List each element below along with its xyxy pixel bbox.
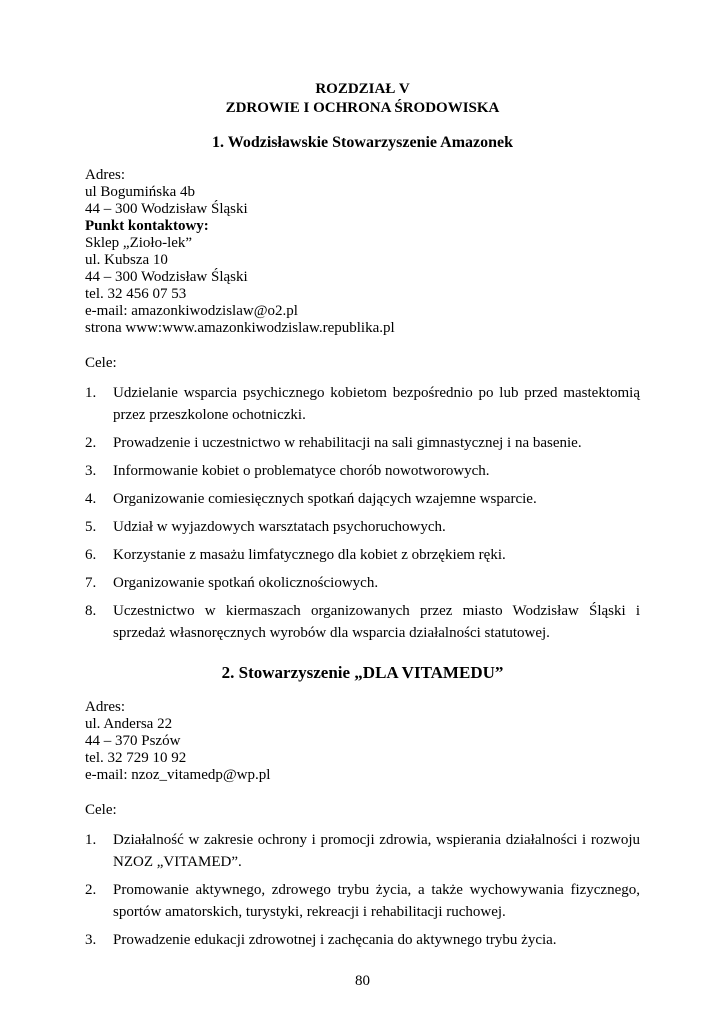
address-line: ul. Kubsza 10 [85, 252, 168, 268]
goal-number: 7. [85, 575, 97, 591]
goal-number: 5. [85, 519, 97, 535]
section-1-address [85, 167, 640, 337]
address-line: ul Bogumińska 4b [85, 184, 196, 200]
chapter-title-line2: ZDROWIE I OCHRONA ŚRODOWISKA [225, 100, 500, 116]
address-line-phone: tel. 32 729 10 92 [85, 750, 187, 766]
goal-number: 3. [85, 463, 97, 479]
goal-item [85, 432, 640, 454]
goal-text: Działalność w zakresie ochrony i promocji zdrowia, wspierania działalności i rozwoju NZOZ „VITAMED”. [113, 832, 640, 870]
goal-number: 1. [85, 832, 97, 848]
goal-item [85, 460, 640, 482]
section-2-address [85, 699, 640, 784]
goal-text: Informowanie kobiet o problematyce chorób nowotworowych. [113, 463, 490, 479]
goal-item [85, 600, 640, 644]
section-1-goals-list [85, 382, 640, 644]
goal-text: Organizowanie comiesięcznych spotkań dających wzajemne wsparcie. [113, 491, 537, 507]
goal-text: Organizowanie spotkań okolicznościowych. [113, 575, 379, 591]
goal-item [85, 929, 640, 951]
goal-text: Prowadzenie i uczestnictwo w rehabilitacji na sali gimnastycznej i na basenie. [113, 435, 582, 451]
goal-number: 3. [85, 932, 97, 948]
address-line-email: e-mail: amazonkiwodzislaw@o2.pl [85, 303, 298, 319]
goal-item [85, 382, 640, 426]
goal-number: 2. [85, 435, 97, 451]
page-number: 80 [355, 973, 370, 989]
address-line-phone: tel. 32 456 07 53 [85, 286, 187, 302]
goal-number: 6. [85, 547, 97, 563]
section-2-heading: 2. Stowarzyszenie „DLA VITAMEDU” [221, 663, 504, 682]
section-1-heading: 1. Wodzisławskie Stowarzyszenie Amazonek [211, 134, 514, 151]
address-line: Adres: [85, 167, 125, 183]
address-line: 44 – 300 Wodzisław Śląski [85, 201, 248, 217]
address-line: Sklep „Zioło-lek” [85, 235, 193, 251]
goal-number: 2. [85, 882, 97, 898]
address-line: 44 – 300 Wodzisław Śląski [85, 269, 248, 285]
chapter-title-line1: ROZDZIAŁ V [315, 81, 410, 97]
section-2-goals-label: Cele: [85, 802, 117, 818]
goal-item [85, 488, 640, 510]
goal-item [85, 572, 640, 594]
goal-number: 8. [85, 603, 97, 619]
goal-item [85, 879, 640, 923]
section-2-goals-list [85, 829, 640, 951]
goal-number: 4. [85, 491, 97, 507]
address-line: Adres: [85, 699, 125, 715]
address-line: ul. Andersa 22 [85, 716, 173, 732]
goal-text: Udział w wyjazdowych warsztatach psychoruchowych. [113, 519, 446, 535]
goal-item [85, 516, 640, 538]
section-1-goals-label: Cele: [85, 355, 117, 371]
goal-text: Promowanie aktywnego, zdrowego trybu życia, a także wychowywania fizycznego, sportów amatorskich, turystyki, rekreacji i rehabilitacji ruchowej. [113, 882, 640, 920]
goal-text: Korzystanie z masażu limfatycznego dla kobiet z obrzękiem ręki. [113, 547, 506, 563]
address-line-email: e-mail: nzoz_vitamedp@wp.pl [85, 767, 271, 783]
goal-number: 1. [85, 385, 97, 401]
goal-text: Udzielanie wsparcia psychicznego kobietom bezpośrednio po lub przed mastektomią przez przeszkolone ochotniczki. [113, 385, 640, 423]
address-line-website: strona www:www.amazonkiwodzislaw.republika.pl [85, 320, 395, 336]
goal-item [85, 829, 640, 873]
address-line: 44 – 370 Pszów [85, 733, 181, 749]
address-line-contact-point: Punkt kontaktowy: [85, 218, 209, 234]
goal-text: Uczestnictwo w kiermaszach organizowanych przez miasto Wodzisław Śląski i sprzedaż własnoręcznych wyrobów dla wsparcia działalności statutowej. [113, 603, 640, 641]
goal-text: Prowadzenie edukacji zdrowotnej i zachęcania do aktywnego trybu życia. [113, 932, 557, 948]
goal-item [85, 544, 640, 566]
